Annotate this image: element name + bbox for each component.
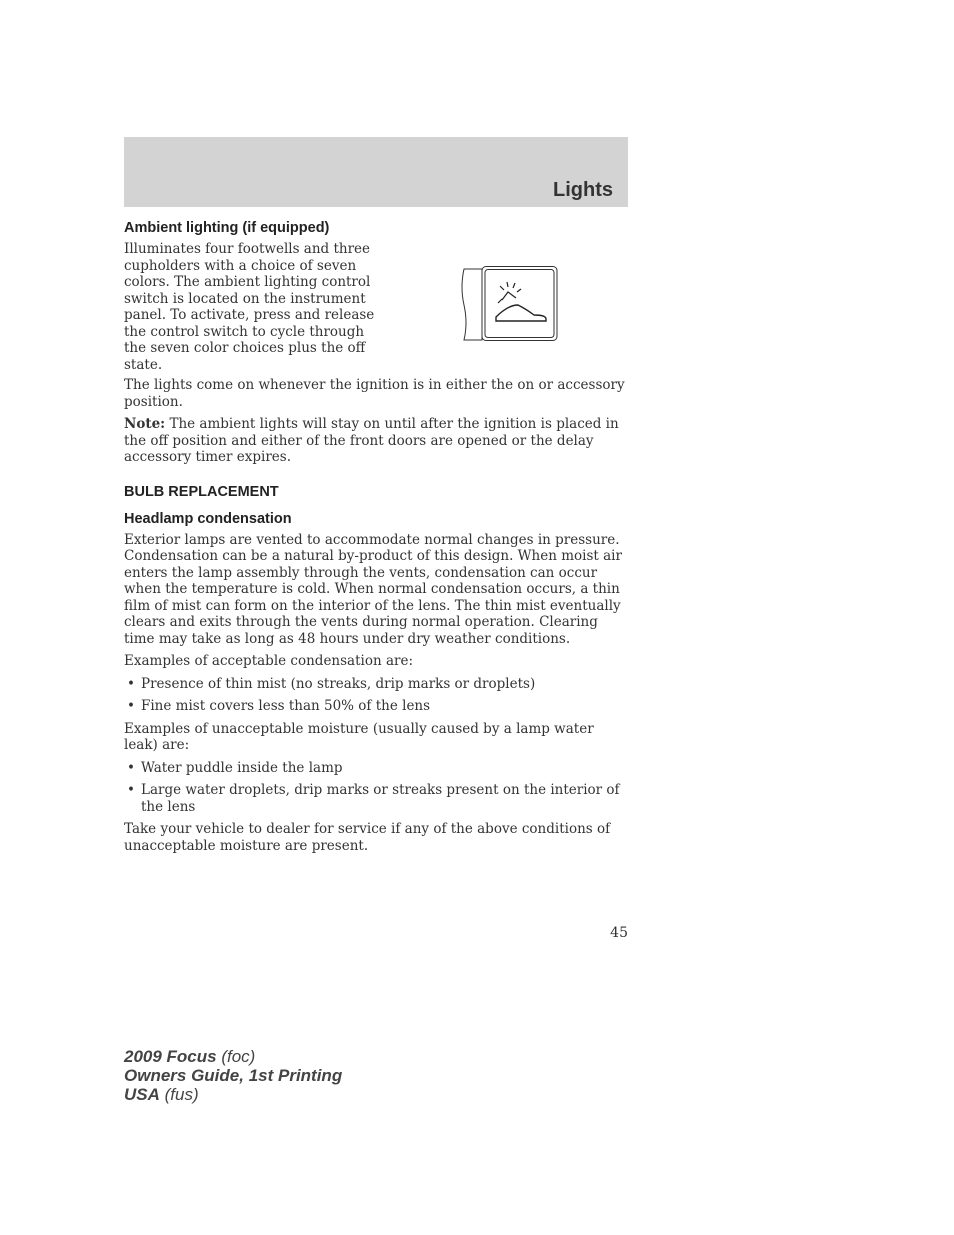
page-content [124, 220, 628, 860]
acceptable-intro: Examples of acceptable condensation are: [124, 653, 413, 669]
headlamp-condensation-heading: Headlamp condensation [124, 510, 292, 527]
unacceptable-list [124, 760, 628, 816]
acceptable-list [124, 676, 628, 715]
bullet-icon: • [127, 782, 135, 798]
footer-line-1 [124, 1047, 342, 1066]
ambient-heading: Ambient lighting (if equipped) [124, 220, 330, 236]
footer-market: USA [124, 1085, 160, 1104]
list-item [124, 698, 628, 715]
footer-line-2 [124, 1066, 342, 1085]
unacceptable-intro: Examples of unacceptable moisture (usually caused by a lamp water leak) are: [124, 720, 594, 753]
list-item-text: Presence of thin mist (no streaks, drip marks or droplets) [141, 675, 536, 692]
condensation-paragraph: Exterior lamps are vented to accommodate normal changes in pressure. Condensation can be a natural by-product of this design. When moist air enters the lamp assembly through the vents, condensation can occur when the temperature is cold. When normal condensation occurs, a thin film of mist can form on the interior of the lens. The thin mist eventually clears and exits through the vents during normal operation. Clearing time may take as long as 48 hours under dry weather conditions. [124, 531, 622, 647]
closing-paragraph: Take your vehicle to dealer for service if any of the above conditions of unacceptable moisture are present. [124, 821, 611, 854]
footer-model-code: (foc) [216, 1047, 256, 1066]
ambient-note [124, 416, 628, 466]
page-title: Lights [553, 179, 613, 201]
list-item-text: Fine mist covers less than 50% of the lens [141, 698, 431, 714]
note-text: The ambient lights will stay on until after the ignition is placed in the off position and either of the front doors are opened or the delay accessory timer expires. [124, 416, 619, 465]
page-number: 45 [610, 925, 628, 941]
footer-line-3 [124, 1085, 342, 1104]
footer-model: 2009 Focus [124, 1047, 217, 1066]
list-item [124, 760, 628, 777]
header-band [124, 137, 628, 207]
bulb-replacement-heading: BULB REPLACEMENT [124, 483, 279, 500]
bullet-icon: • [127, 759, 135, 776]
footer-printing: Owners Guide, 1st Printing [124, 1066, 343, 1085]
list-item [124, 676, 628, 693]
bullet-icon: • [127, 698, 135, 714]
ambient-intro: Illuminates four footwells and three cupholders with a choice of seven colors. The ambient lighting control switch is located on the instrument panel. To activate, press and release the control switch to cycle through the seven color choices plus the off state. [124, 241, 375, 373]
note-label: Note: [124, 416, 166, 432]
footer [124, 1047, 342, 1104]
list-item-text: Large water droplets, drip marks or streaks present on the interior of the lens [141, 782, 620, 815]
ambient-paragraph-2: The lights come on whenever the ignition is in either the on or accessory position. [124, 377, 625, 410]
list-item-text: Water puddle inside the lamp [141, 759, 343, 776]
bullet-icon: • [127, 675, 135, 692]
list-item [124, 782, 628, 815]
footer-market-code: (fus) [159, 1085, 199, 1104]
